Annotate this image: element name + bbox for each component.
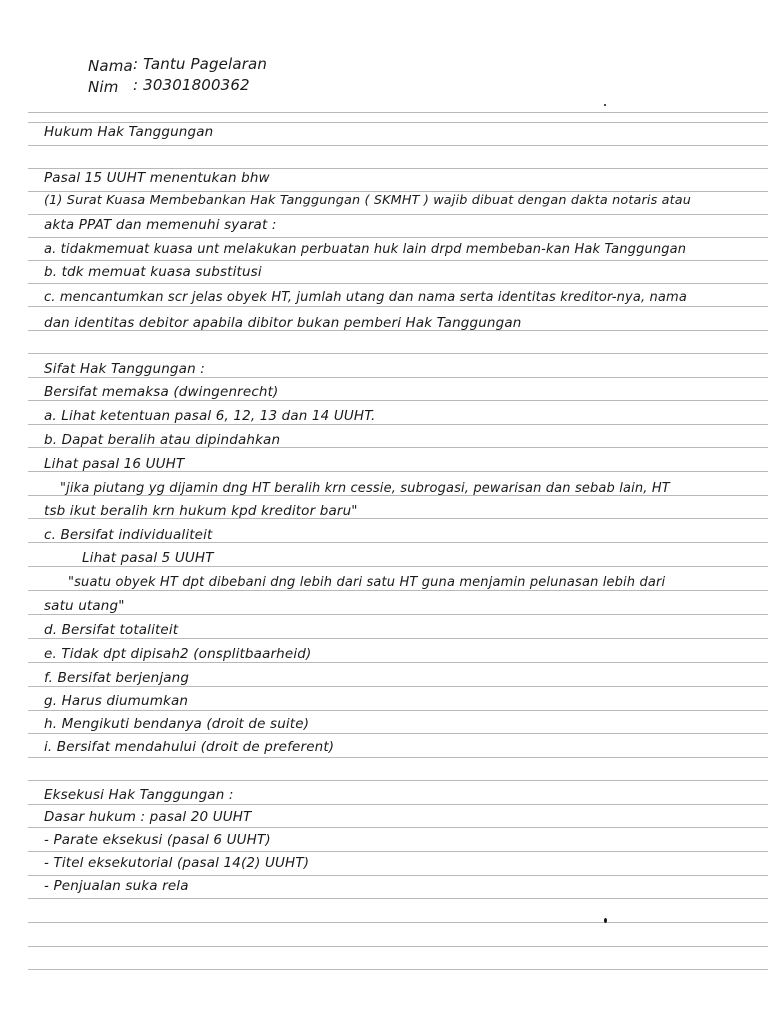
ruled-line xyxy=(28,400,768,401)
ruled-line xyxy=(28,757,768,758)
name-value: : Tantu Pagelaran xyxy=(133,55,268,73)
text-line: (1) Surat Kuasa Membebankan Hak Tanggungan ( SKMHT ) wajib dibuat dengan dakta notaris atau xyxy=(44,193,692,208)
text-line: d. Bersifat totaliteit xyxy=(44,622,179,638)
text-line: Pasal 15 UUHT menentukan bhw xyxy=(44,170,270,186)
ruled-line xyxy=(28,686,768,687)
ruled-line xyxy=(28,662,768,663)
quote-line: "suatu obyek HT dpt dibebani dng lebih dari satu HT guna menjamin pelunasan lebih dari xyxy=(68,575,666,590)
text-line: Bersifat memaksa (dwingenrecht) xyxy=(44,384,279,400)
text-line: - Parate eksekusi (pasal 6 UUHT) xyxy=(44,832,271,848)
ruled-line xyxy=(28,145,768,146)
quote-line: "jika piutang yg dijamin dng HT beralih krn cessie, subrogasi, pewarisan dan sebab lain, HT xyxy=(60,481,670,496)
text-line: b. Dapat beralih atau dipindahkan xyxy=(44,432,281,448)
ruled-line xyxy=(28,112,768,113)
ruled-line xyxy=(28,710,768,711)
quote-line: tsb ikut beralih krn hukum kpd kreditor baru" xyxy=(44,503,358,519)
text-line: a. tidakmemuat kuasa unt melakukan perbuatan huk lain drpd membeban-kan Hak Tanggungan xyxy=(44,242,687,257)
ruled-line xyxy=(28,377,768,378)
ruled-line xyxy=(28,614,768,615)
ruled-line xyxy=(28,260,768,261)
ruled-line xyxy=(28,875,768,876)
text-line: i. Bersifat mendahului (droit de preferent) xyxy=(44,739,335,755)
section-title-sifat: Sifat Hak Tanggungan : xyxy=(44,361,205,377)
text-line: - Penjualan suka rela xyxy=(44,878,189,894)
ruled-line xyxy=(28,283,768,284)
ruled-line xyxy=(28,590,768,591)
ruled-line xyxy=(28,827,768,828)
ruled-line xyxy=(28,566,768,567)
ruled-line xyxy=(28,237,768,238)
text-line: Lihat pasal 5 UUHT xyxy=(82,550,214,566)
text-line: a. Lihat ketentuan pasal 6, 12, 13 dan 14 UUHT. xyxy=(44,408,376,424)
text-line: c. Bersifat individualiteit xyxy=(44,527,213,543)
quote-line: satu utang" xyxy=(44,598,125,614)
ruled-line xyxy=(28,424,768,425)
text-line: dan identitas debitor apabila dibitor bukan pemberi Hak Tanggungan xyxy=(44,315,522,331)
ruled-line xyxy=(28,306,768,307)
ruled-line xyxy=(28,946,768,947)
nim-value: : 30301800362 xyxy=(133,76,250,94)
ruled-line xyxy=(28,733,768,734)
ruled-line xyxy=(28,969,768,970)
ruled-line xyxy=(28,191,768,192)
text-line: c. mencantumkan scr jelas obyek HT, jumlah utang dan nama serta identitas kreditor-nya, nama xyxy=(44,290,687,305)
text-line: Dasar hukum : pasal 20 UUHT xyxy=(44,809,252,825)
ruled-line xyxy=(28,353,768,354)
text-line: akta PPAT dan memenuhi syarat : xyxy=(44,217,277,233)
ruled-line xyxy=(28,922,768,923)
section-title-hukum: Hukum Hak Tanggungan xyxy=(44,124,214,140)
ruled-line xyxy=(28,780,768,781)
nim-label: Nim xyxy=(88,78,119,96)
text-line: h. Mengikuti bendanya (droit de suite) xyxy=(44,716,310,732)
name-label: Nama xyxy=(88,57,133,75)
ruled-line xyxy=(28,122,768,123)
ruled-line xyxy=(28,804,768,805)
ruled-line xyxy=(28,851,768,852)
ruled-line xyxy=(28,168,768,169)
text-line: - Titel eksekutorial (pasal 14(2) UUHT) xyxy=(44,855,310,871)
ruled-line xyxy=(28,898,768,899)
text-line: e. Tidak dpt dipisah2 (onsplitbaarheid) xyxy=(44,646,312,662)
text-line: f. Bersifat berjenjang xyxy=(44,670,190,686)
ink-dot xyxy=(604,918,607,923)
ruled-line xyxy=(28,214,768,215)
text-line: b. tdk memuat kuasa substitusi xyxy=(44,264,262,280)
text-line: g. Harus diumumkan xyxy=(44,693,189,709)
text-line: Lihat pasal 16 UUHT xyxy=(44,456,185,472)
section-title-eksekusi: Eksekusi Hak Tanggungan : xyxy=(44,787,234,803)
ink-dot xyxy=(604,104,606,106)
ruled-line xyxy=(28,638,768,639)
